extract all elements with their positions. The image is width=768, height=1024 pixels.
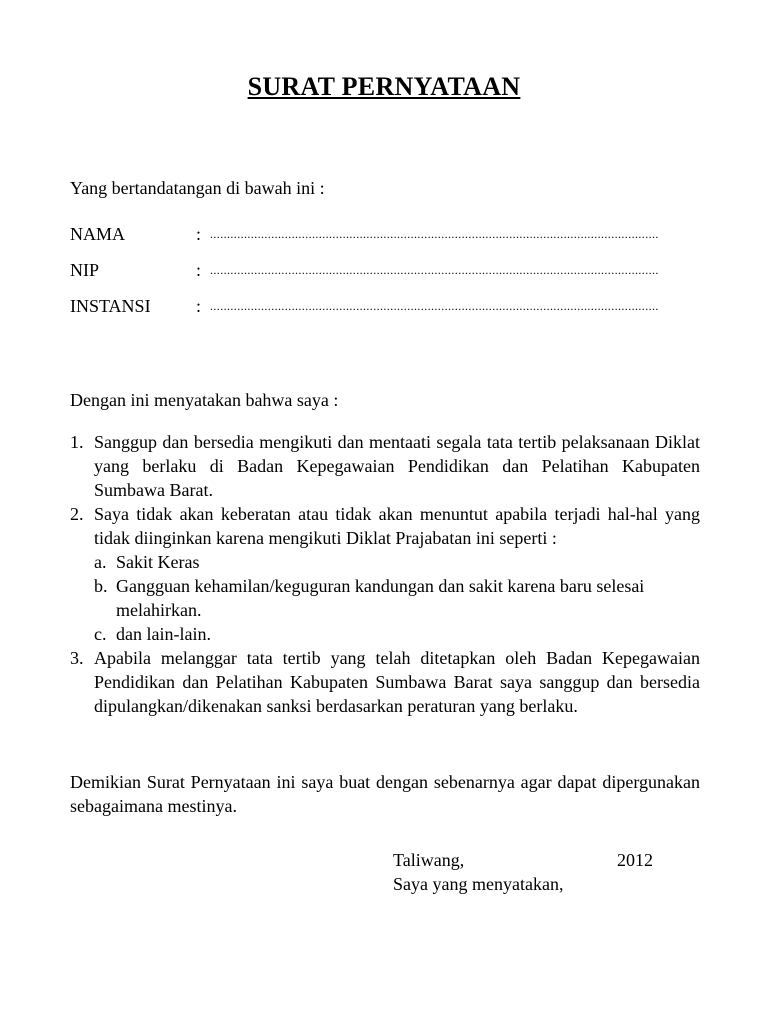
- signature-place: Taliwang,: [393, 850, 465, 870]
- sub-list-item-letter: b.: [94, 576, 108, 596]
- field-nip: [70, 258, 698, 282]
- list-item: [70, 646, 700, 718]
- field-blank-nama: ....................................................................................................................................: [210, 227, 659, 241]
- field-label-nip: NIP: [70, 260, 100, 280]
- sub-list-item: [70, 622, 700, 646]
- document-title: SURAT PERNYATAAN: [247, 72, 521, 101]
- sub-list-item-text: Gangguan kehamilan/keguguran kandungan dan sakit karena baru selesai melahirkan.: [116, 576, 645, 620]
- list-item-text: Apabila melanggar tata tertib yang telah ditetapkan oleh Badan Kepegawaian Pendidikan dan Pelatihan Kabupaten Sumbawa Barat saya sanggup dan bersedia dipulangkan/dikenakan sanksi berdasarkan peraturan yang berlaku.: [94, 648, 700, 716]
- list-item: [70, 430, 700, 502]
- list-item-number: 3.: [70, 648, 84, 668]
- field-colon: :: [196, 224, 202, 244]
- list-item-text: Sanggup dan bersedia mengikuti dan mentaati segala tata tertib pelaksanaan Diklat yang berlaku di Badan Kepegawaian Pendidikan dan Pelatihan Kabupaten Sumbawa Barat.: [94, 432, 700, 500]
- statement-intro: Dengan ini menyatakan bahwa saya :: [70, 390, 339, 410]
- sub-list-item-text: dan lain-lain.: [116, 624, 211, 644]
- field-blank-instansi: ....................................................................................................................................: [210, 299, 659, 313]
- field-instansi: [70, 294, 698, 318]
- sub-list-item-letter: a.: [94, 552, 107, 572]
- field-colon: :: [196, 296, 202, 316]
- field-colon: :: [196, 260, 202, 280]
- field-nama: [70, 222, 698, 246]
- field-label-instansi: INSTANSI: [70, 296, 151, 316]
- list-item-text: Saya tidak akan keberatan atau tidak akan menuntut apabila terjadi hal-hal yang tidak diinginkan karena mengikuti Diklat Prajabatan ini seperti :: [94, 504, 700, 548]
- signature-signer: Saya yang menyatakan,: [393, 874, 564, 894]
- statement-list: [70, 430, 700, 718]
- sub-list-item-text: Sakit Keras: [116, 552, 200, 572]
- field-label-nama: NAMA: [70, 224, 126, 244]
- list-item: [70, 502, 700, 550]
- sub-list-item: [70, 574, 700, 622]
- sub-list-item: [70, 550, 700, 574]
- closing-paragraph: Demikian Surat Pernyataan ini saya buat dengan sebenarnya agar dapat dipergunakan sebagaimana mestinya.: [70, 772, 700, 816]
- field-blank-nip: ....................................................................................................................................: [210, 263, 659, 277]
- intro-text: Yang bertandatangan di bawah ini :: [70, 178, 325, 198]
- sub-list-item-letter: c.: [94, 624, 107, 644]
- signature-year: 2012: [617, 850, 653, 870]
- list-item-number: 2.: [70, 504, 84, 524]
- list-item-number: 1.: [70, 432, 84, 452]
